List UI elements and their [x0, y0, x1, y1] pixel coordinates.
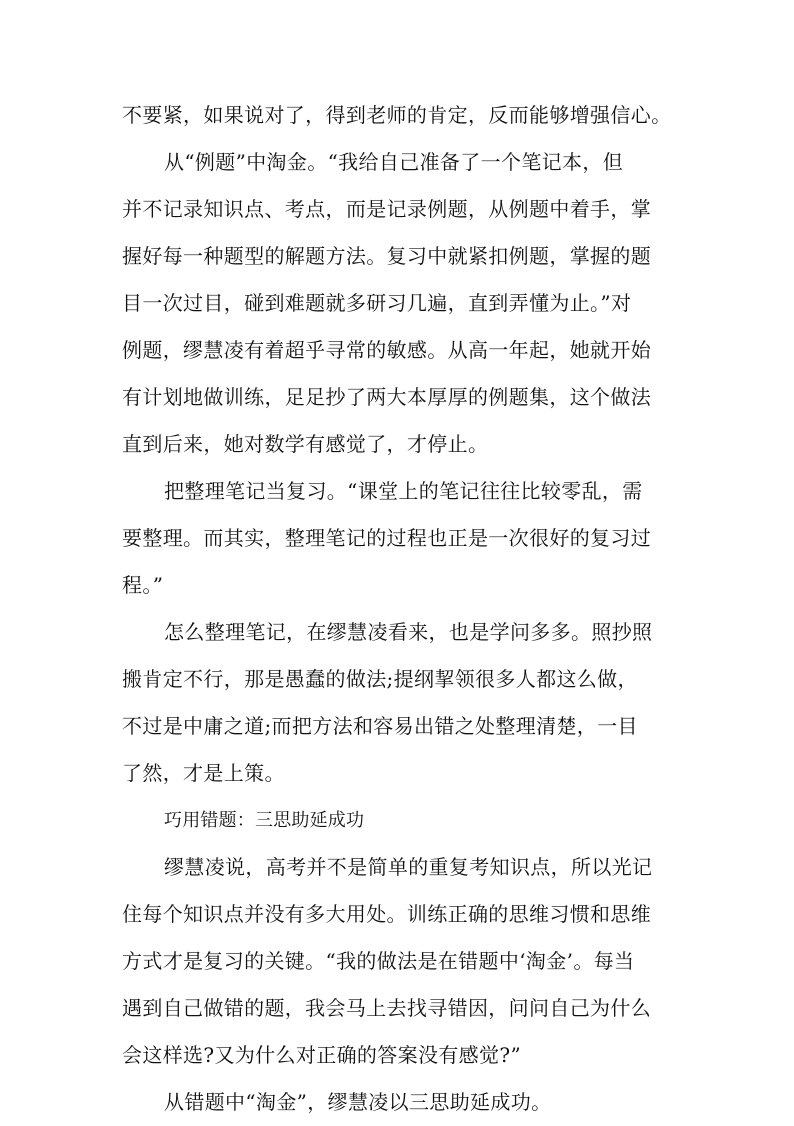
text-line: 程。” — [122, 573, 164, 597]
text-line: 要整理。而其实，整理笔记的过程也正是一次很好的复习过 — [122, 526, 652, 550]
paragraph-start-line: 缪慧凌说，高考并不是简单的重复考知识点，所以光记 — [164, 855, 653, 879]
text-line: 住每个知识点并没有多大用处。训练正确的思维习惯和思维 — [122, 902, 652, 926]
paragraph-start-line: 怎么整理笔记，在缪慧凌看来，也是学问多多。照抄照 — [164, 620, 653, 644]
text-line: 会这样选?又为什么对正确的答案没有感觉?” — [122, 1043, 522, 1067]
text-line: 不要紧，如果说对了，得到老师的肯定，反而能够增强信心。 — [122, 103, 672, 127]
text-line: 了然，才是上策。 — [122, 761, 285, 785]
text-line: 握好每一种题型的解题方法。复习中就紧扣例题，掌握的题 — [122, 244, 652, 268]
paragraph-start-line: 从“例题”中淘金。“我给自己准备了一个笔记本，但 — [164, 150, 624, 174]
article-body — [122, 92, 677, 1126]
text-line: 方式才是复习的关键。“我的做法是在错题中‘淘金’。每当 — [122, 949, 635, 973]
text-line: 并不记录知识点、考点，而是记录例题，从例题中着手，掌 — [122, 197, 652, 221]
text-line: 遇到自己做错的题，我会马上去找寻错因，问问自己为什么 — [122, 996, 652, 1020]
section-heading: 巧用错题：三思助延成功 — [164, 810, 365, 831]
text-line: 例题，缪慧凌有着超乎寻常的敏感。从高一年起，她就开始 — [122, 338, 652, 362]
paragraph-start-line: 从错题中“淘金”，缪慧凌以三思助延成功。 — [164, 1090, 552, 1114]
text-line: 目一次过目，碰到难题就多研习几遍，直到弄懂为止。”对 — [122, 291, 632, 315]
text-line: 有计划地做训练，足足抄了两大本厚厚的例题集，这个做法 — [122, 385, 652, 409]
text-line: 搬肯定不行，那是愚蠢的做法;提纲挈领很多人都这么做， — [122, 667, 638, 691]
text-line: 直到后来，她对数学有感觉了，才停止。 — [122, 432, 489, 456]
paragraph-start-line: 把整理笔记当复习。“课堂上的笔记往往比较零乱，需 — [164, 479, 643, 503]
text-line: 不过是中庸之道;而把方法和容易出错之处整理清楚，一目 — [122, 714, 638, 738]
